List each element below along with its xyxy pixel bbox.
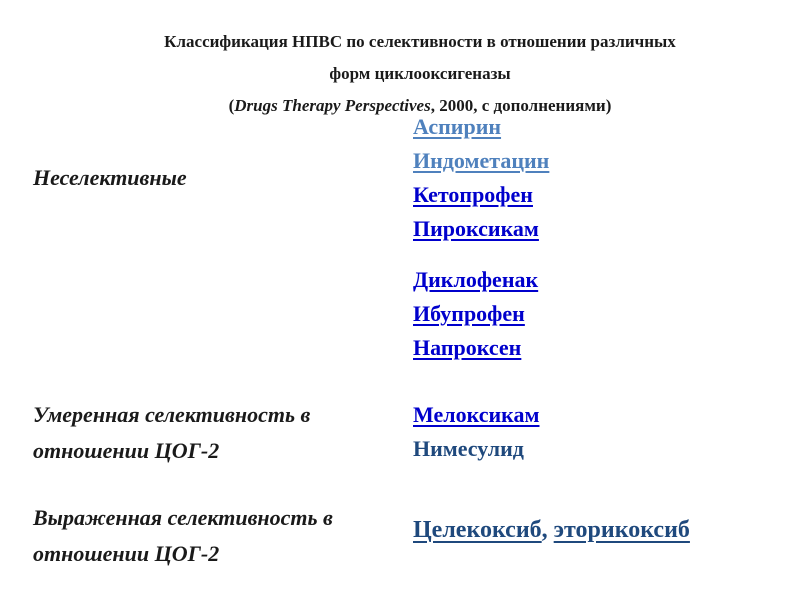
drug-link-celecoxib[interactable]: Целекоксиб — [413, 517, 542, 543]
drug-link-meloxicam[interactable]: Мелоксикам — [413, 402, 540, 427]
drug-link-ketoprofen[interactable]: Кетопрофен — [413, 182, 533, 207]
drug-group-3 — [413, 398, 539, 466]
title-line-1: Классификация НПВС по селективности в отношении различных — [164, 32, 676, 51]
title-paren-open: ( — [228, 96, 235, 115]
category-moderate — [33, 397, 310, 469]
drug-link-piroxicam[interactable]: Пироксикам — [413, 216, 539, 241]
drug-link-diclofenac[interactable]: Диклофенак — [413, 267, 539, 292]
drug-group-4 — [413, 517, 690, 544]
title-source-rest: , 2000, с дополнениями) — [430, 96, 612, 115]
drug-group-1 — [413, 110, 549, 246]
drug-link-naproxen[interactable]: Напроксен — [413, 335, 522, 360]
drug-separator: , — [541, 517, 554, 543]
drug-link-etoricoxib[interactable]: эторикоксиб — [553, 517, 690, 543]
category-nonselective — [33, 160, 187, 196]
drug-link-indometacin[interactable]: Индометацин — [413, 148, 550, 173]
title-line-2: форм циклооксигеназы — [329, 64, 511, 83]
category-high-line-1: Выраженная селективность в — [33, 505, 333, 530]
drug-group-2 — [413, 263, 538, 365]
slide-title — [40, 26, 800, 122]
drug-link-aspirin[interactable]: Аспирин — [413, 114, 502, 139]
category-nonselective-label: Неселективные — [33, 165, 187, 190]
drug-nimesulide: Нимесулид — [413, 436, 524, 461]
category-high — [33, 500, 333, 572]
category-high-line-2: отношении ЦОГ-2 — [33, 541, 220, 566]
category-moderate-line-2: отношении ЦОГ-2 — [33, 438, 220, 463]
drug-link-ibuprofen[interactable]: Ибупрофен — [413, 301, 525, 326]
title-source: Drugs Therapy Perspectives — [234, 96, 431, 115]
category-moderate-line-1: Умеренная селективность в — [33, 402, 311, 427]
